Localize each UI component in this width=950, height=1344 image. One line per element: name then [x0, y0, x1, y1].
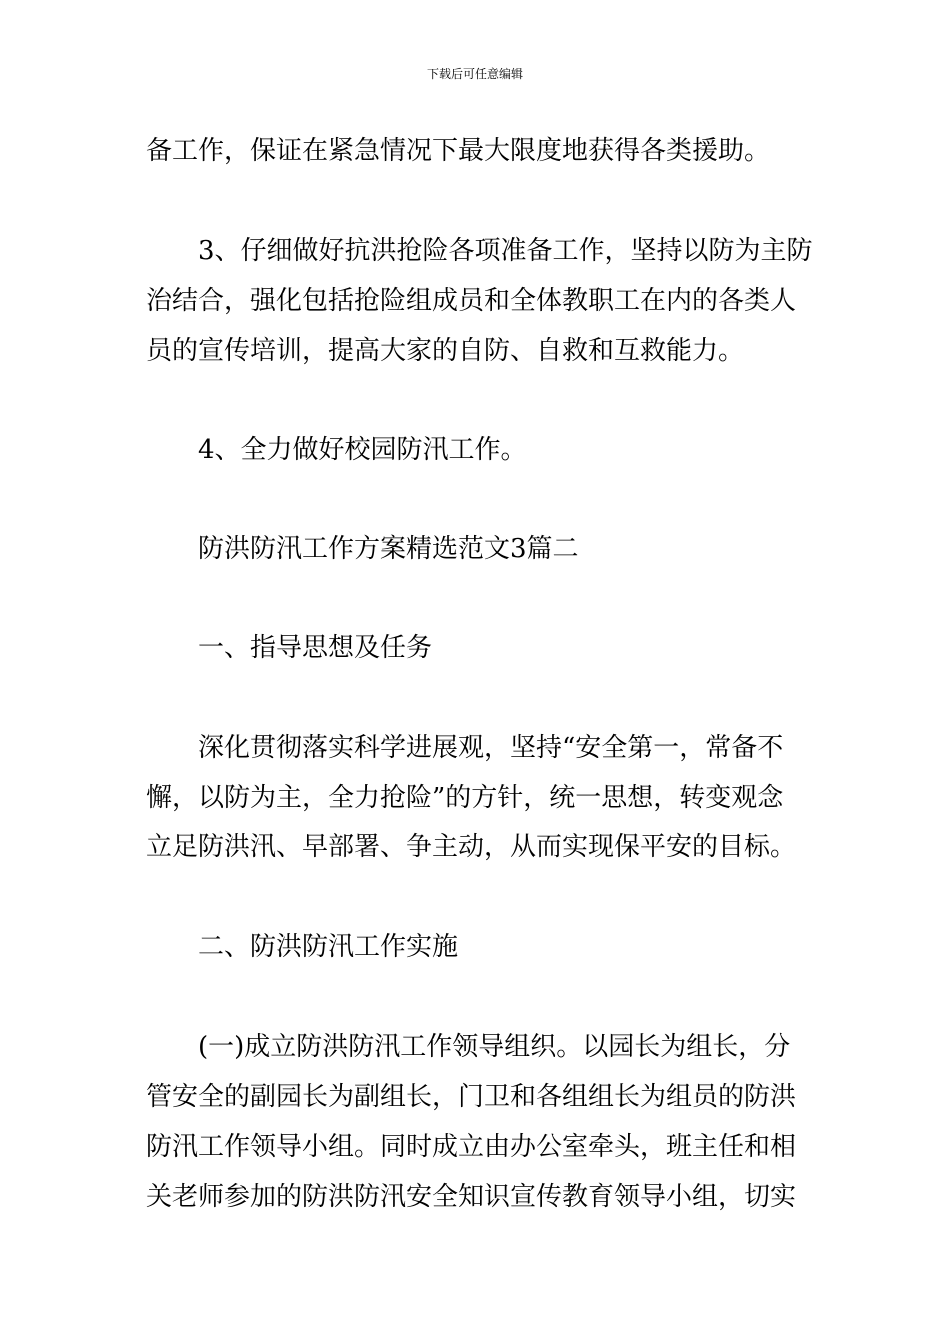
text-line-13: 管安全的副园长为副组长，门卫和各组组长为组员的防洪 — [146, 1082, 797, 1112]
text-line-9: 懈，以防为主，全力抢险”的方针，统一思想，转变观念 — [146, 783, 784, 813]
section-title: 防洪防汛工作方案精选范文3篇二 — [198, 534, 579, 564]
heading-implementation: 二、防洪防汛工作实施 — [198, 932, 459, 962]
text-line-3: 治结合，强化包括抢险组成员和全体教职工在内的各类人 — [146, 286, 797, 316]
text-line-8: 深化贯彻落实科学进展观，坚持“安全第一，常备不 — [198, 733, 784, 763]
text-line-10: 立足防洪汛、早部署、争主动，从而实现保平安的目标。 — [146, 832, 797, 862]
text-line-2: 3、仔细做好抗洪抢险各项准备工作，坚持以防为主防 — [198, 236, 813, 266]
text-line-4: 员的宣传培训，提高大家的自防、自救和互救能力。 — [146, 336, 745, 366]
text-line-15: 关老师参加的防洪防汛安全知识宣传教育领导小组，切实 — [146, 1182, 797, 1212]
text-line-5: 4、全力做好校园防汛工作。 — [198, 435, 527, 465]
text-line-12: (一)成立防洪防汛工作领导组织。以园长为组长，分 — [198, 1032, 791, 1062]
text-line-1: 备工作，保证在紧急情况下最大限度地获得各类援助。 — [146, 136, 771, 166]
page-header-note: 下载后可任意编辑 — [426, 67, 523, 81]
text-line-14: 防汛工作领导小组。同时成立由办公室牵头，班主任和相 — [146, 1132, 797, 1162]
heading-guiding-ideas: 一、指导思想及任务 — [198, 633, 433, 663]
